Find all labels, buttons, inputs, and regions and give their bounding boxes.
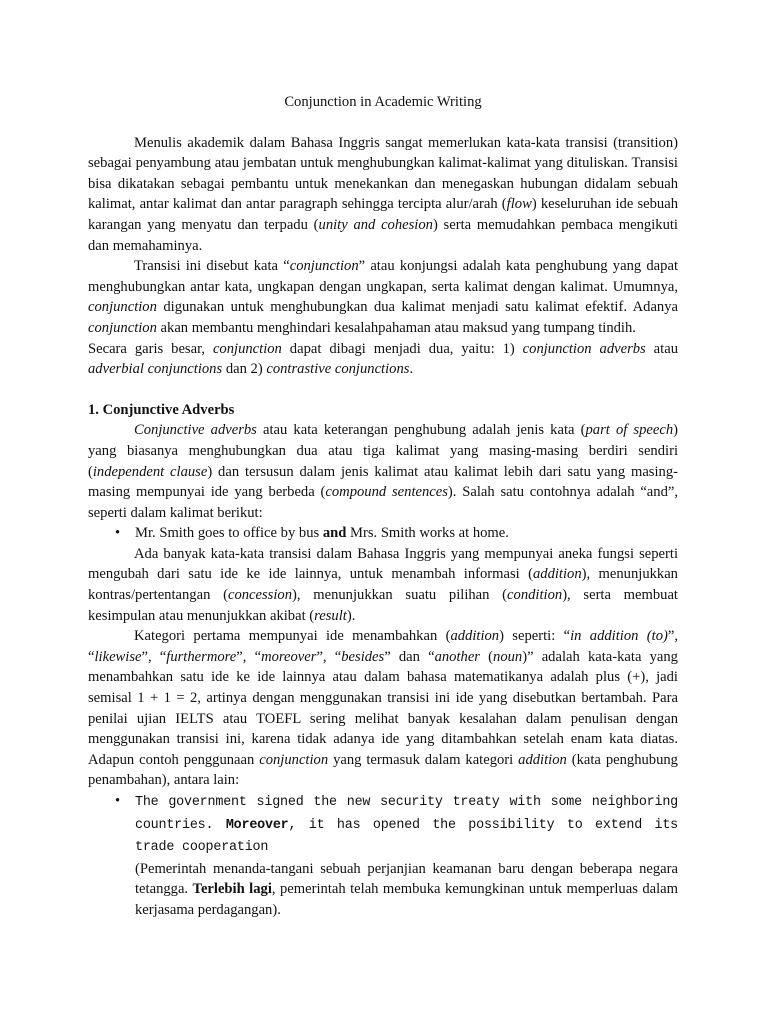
text: (kata penghubung penambahan), antara lain:	[88, 751, 678, 789]
text: ), menunjukkan kontras/pertentangan (	[88, 566, 678, 604]
paragraph-intro	[88, 133, 678, 257]
bullet-icon: •	[115, 793, 121, 809]
text: akan membantu menghindari kesalahpahaman atau maksud yang tumpang tindih.	[156, 319, 636, 336]
document-page	[88, 0, 678, 921]
text: ) serta memudahkan pembaca mengikuti dan memahaminya.	[88, 216, 678, 254]
paragraph-transition	[88, 256, 678, 338]
term: Conjunctive adverbs	[134, 422, 257, 439]
term: conjunction adverbs	[522, 340, 646, 357]
text: , pemerintah telah membuka kemungkinan untuk memperluas dalam kerjasama perdagangan).	[135, 881, 678, 918]
term: conjunction	[88, 319, 157, 336]
keyword: and	[322, 525, 347, 542]
keyword: Terlebih lagi	[192, 881, 272, 898]
text: Transisi ini disebut kata “	[134, 258, 290, 275]
text: digunakan untuk menghubungkan dua kalimat menjadi satu kalimat efektif. Adanya	[156, 299, 678, 316]
term: concession	[227, 587, 293, 604]
term: conjunction	[289, 258, 359, 275]
term: condition	[507, 587, 563, 604]
paragraph-categories	[88, 339, 678, 380]
text: ) seperti: “	[499, 628, 571, 645]
translation	[135, 859, 678, 921]
text: Secara garis besar,	[88, 340, 213, 357]
example-list	[88, 523, 678, 544]
text: .	[409, 361, 414, 378]
term: conjunction	[212, 340, 282, 357]
bullet-icon: •	[115, 525, 121, 542]
text: ) dan tersusun dalam jenis kalimat atau kalimat lebih dari satu yang masing-masing mempunyai ide yang berbeda (	[88, 463, 678, 501]
text: ) yang biasanya menghubungkan dua atau tiga kalimat yang masing-masing berdiri sendiri (	[88, 422, 679, 480]
term: moreover	[261, 648, 317, 665]
term: likewise	[94, 648, 142, 665]
text: (	[479, 648, 494, 665]
text: ), menunjukkan suatu pilihan (	[292, 587, 508, 604]
term: addition	[532, 566, 582, 583]
paragraph-addition	[88, 626, 678, 791]
text: dapat dibagi menjadi dua, yaitu: 1)	[281, 340, 523, 357]
text: ).	[346, 607, 356, 624]
text: dan 2)	[222, 361, 267, 378]
text: atau	[645, 340, 678, 357]
text: Ada banyak kata-kata transisi dalam Bahasa Inggris yang mempunyai aneka fungsi seperti mengubah dari satu ide ke ide lainnya, untuk menambah informasi (	[88, 545, 678, 583]
section-heading: 1. Conjunctive Adverbs	[88, 401, 235, 418]
text: , it has opened the possibility to extend its trade cooperation	[135, 817, 678, 856]
term: in addition (to)	[570, 628, 668, 645]
term: adverbial conjunctions	[88, 361, 223, 378]
list-item	[88, 523, 678, 544]
keyword: Moreover	[225, 817, 289, 833]
text: ” dan “	[384, 648, 435, 665]
term: conjunction	[259, 751, 329, 768]
text: Kategori pertama mempunyai ide menambahkan (	[134, 628, 451, 645]
text: ), serta membuat kesimpulan atau menunjukkan akibat (	[88, 587, 678, 624]
text: ). Salah satu contohnya adalah “and”, seperti dalam kalimat berikut:	[88, 484, 678, 521]
term: independent clause	[92, 463, 208, 480]
text: ”, “	[141, 648, 167, 665]
term: besides	[341, 648, 385, 665]
term: part of speech	[585, 422, 674, 439]
term: compound sentences	[325, 484, 448, 501]
term: unity and cohesion	[318, 216, 433, 233]
term: conjunction	[88, 299, 157, 316]
text: The government signed the new security treaty with some neighboring countries.	[135, 795, 678, 833]
list-item	[88, 791, 678, 921]
text: ”, “	[88, 628, 678, 665]
text: ”, “	[316, 648, 342, 665]
term: furthermore	[166, 648, 237, 665]
text: Mr. Smith goes to office by bus	[135, 525, 323, 542]
text: )” adalah kata-kata yang menambahkan satu ide ke ide lainnya atau dalam bahasa matematikanya adalah plus (+), jadi semisal 1 + 1 = 2, artinya dengan menggunakan transisi ini ide yang disebutkan bertambah. Para penilai ujian IELTS atau TOEFL sering melihat banyak kesalahan dalam penulisan dengan menggunakan transisi ini, karena tidak adanya ide yang ditambahkan setelah enam kata diatas. Adapun contoh penggunaan	[88, 648, 678, 768]
term: contrastive conjunctions	[266, 361, 410, 378]
document-title: Conjunction in Academic Writing	[284, 94, 482, 110]
text: (Pemerintah menanda-tangani sebuah perjanjian keamanan baru dengan beberapa negara tetangga.	[135, 860, 678, 898]
term: noun	[493, 648, 523, 665]
text: yang termasuk dalam kategori	[328, 751, 519, 768]
paragraph-conjunctive-adverbs	[88, 420, 678, 523]
paragraph-functions	[88, 544, 678, 626]
text: ”, “	[236, 648, 262, 665]
example-list	[88, 791, 678, 921]
term: addition	[450, 628, 500, 645]
example-sentence	[135, 795, 678, 855]
text: ) keseluruhan ide sebuah karangan yang menyatu dan terpadu (	[88, 196, 679, 233]
term: addition	[518, 751, 567, 768]
term: another	[434, 648, 480, 665]
text: ” atau konjungsi adalah kata penghubung yang dapat menghubungkan antar kata, ungkapan dengan ungkapan, serta kalimat dengan kalimat. Umumnya,	[88, 258, 678, 295]
text: Mrs. Smith works at home.	[346, 525, 509, 542]
term: result	[314, 607, 347, 624]
text: Menulis akademik dalam Bahasa Inggris sangat memerlukan kata-kata transisi (transition) sebagai penyambung atau jembatan untuk menghubungkan kalimat-kalimat yang dituliskan. Transisi bisa dikatakan sebagai pembantu untuk menekankan dan menegaskan hubungan didalam sebuah kalimat, antar kalimat dan antar paragraph sehingga tercipta alur/arah (	[88, 134, 678, 213]
text: atau kata keterangan penghubung adalah jenis kata (	[256, 422, 586, 439]
term: flow	[506, 196, 532, 213]
